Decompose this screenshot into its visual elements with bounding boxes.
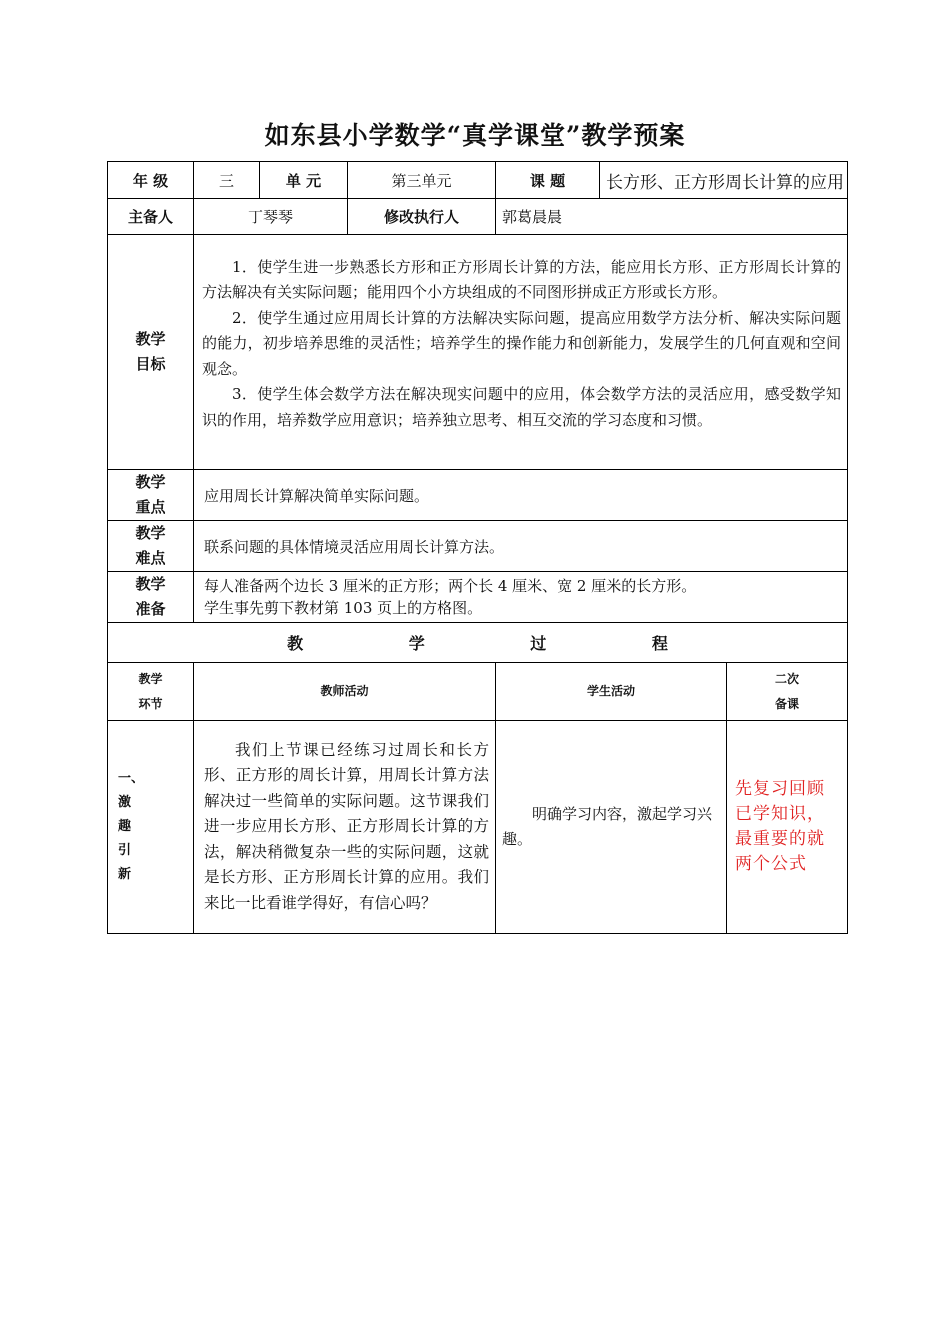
process-heading-char: 教 <box>287 634 304 653</box>
key-points-text: 应用周长计算解决简单实际问题。 <box>194 470 848 521</box>
preparation-content <box>194 572 848 623</box>
difficulties-label-line2: 难点 <box>135 549 166 567</box>
difficulties-row <box>108 521 848 572</box>
stage1-revision-note: 先复习回顾已学知识，最重要的就两个公式 <box>727 721 848 934</box>
process-heading-char: 程 <box>651 634 668 653</box>
difficulties-text: 联系问题的具体情境灵活应用周长计算方法。 <box>194 521 848 572</box>
process-heading <box>108 623 848 663</box>
stage1-student-activity <box>496 721 727 934</box>
grade-label: 年 级 <box>108 162 194 199</box>
stage1-name-line: 趣 <box>118 819 132 834</box>
page-title: 如东县小学数学“真学课堂”教学预案 <box>264 121 686 150</box>
objective-item: 1．使学生进一步熟悉长方形和正方形周长计算的方法，能应用长方形、正方形周长计算的方法解决有关实际问题；能用四个小方块组成的不同图形拼成正方形或长方形。 <box>202 257 842 302</box>
objectives-row <box>108 235 848 470</box>
key-points-label <box>108 470 194 521</box>
stage-column-header <box>108 663 194 721</box>
unit-value: 第三单元 <box>348 162 496 199</box>
stage1-name-line: 一、 <box>118 771 145 786</box>
stage1-teacher-activity <box>194 721 496 934</box>
key-points-label-line2: 重点 <box>135 498 166 516</box>
stage-header-line2: 环节 <box>138 696 163 711</box>
preparation-line1: 每人准备两个边长 3 厘米的正方形；两个长 4 厘米、宽 2 厘米的长方形。 <box>204 577 697 595</box>
grade-value: 三 <box>194 162 260 199</box>
stage1-name-line: 新 <box>118 867 132 882</box>
lesson-plan-table <box>107 161 848 934</box>
topic-label: 课 题 <box>496 162 600 199</box>
process-heading-char: 过 <box>530 634 547 653</box>
student-column-header: 学生活动 <box>496 663 727 721</box>
header-row <box>108 162 848 199</box>
preparer-label: 主备人 <box>108 199 194 235</box>
objectives-label <box>108 235 194 470</box>
teacher-column-header: 教师活动 <box>194 663 496 721</box>
difficulties-label-line1: 教学 <box>135 524 166 542</box>
stage1-teacher-text: 我们上节课已经练习过周长和长方形、正方形的周长计算，用周长计算方法解决过一些简单的实际问题。这节课我们进一步应用长方形、正方形周长计算的方法，解决稍微复杂一些的实际问题，这就是长方形、正方形周长计算的应用。我们来比一比看谁学得好，有信心吗？ <box>204 740 489 912</box>
objective-item: 3．使学生体会数学方法在解决现实问题中的应用，体会数学方法的灵活应用，感受数学知识的作用，培养数学应用意识；培养独立思考、相互交流的学习态度和习惯。 <box>202 385 842 429</box>
preparation-label-line2: 准备 <box>135 600 166 618</box>
difficulties-label <box>108 521 194 572</box>
preparation-label <box>108 572 194 623</box>
objective-item: 2．使学生通过应用周长计算的方法解决实际问题，提高应用数学方法分析、解决实际问题的能力，初步培养思维的灵活性；培养学生的操作能力和创新能力，发展学生的几何直观和空间观念。 <box>202 308 842 378</box>
stage1-row <box>108 721 848 934</box>
process-heading-char: 学 <box>408 634 425 653</box>
preparation-row <box>108 572 848 623</box>
preparation-line2: 学生事先剪下教材第 103 页上的方格图。 <box>204 599 483 617</box>
preparer-row <box>108 199 848 235</box>
stage1-name <box>108 721 194 934</box>
stage1-name-line: 引 <box>118 843 132 858</box>
revision-column-header <box>727 663 848 721</box>
process-columns-row <box>108 663 848 721</box>
revision-header-line1: 二次 <box>775 671 800 686</box>
topic-value: 长方形、正方形周长计算的应用 <box>600 162 848 199</box>
objectives-content <box>194 235 848 470</box>
stage1-name-line: 激 <box>118 795 132 810</box>
preparation-label-line1: 教学 <box>135 575 166 593</box>
unit-label: 单 元 <box>260 162 348 199</box>
editor-label: 修改执行人 <box>348 199 496 235</box>
key-points-label-line1: 教学 <box>135 473 166 491</box>
preparer-value: 丁琴琴 <box>194 199 348 235</box>
editor-value: 郭葛晨晨 <box>496 199 848 235</box>
stage-header-line1: 教学 <box>138 671 163 686</box>
key-points-row <box>108 470 848 521</box>
revision-header-line2: 备课 <box>775 696 800 711</box>
process-heading-row <box>108 623 848 663</box>
stage1-student-text: 明确学习内容，激起学习兴趣。 <box>502 805 713 848</box>
objectives-label-line2: 目标 <box>135 355 166 373</box>
objectives-label-line1: 教学 <box>135 330 166 348</box>
